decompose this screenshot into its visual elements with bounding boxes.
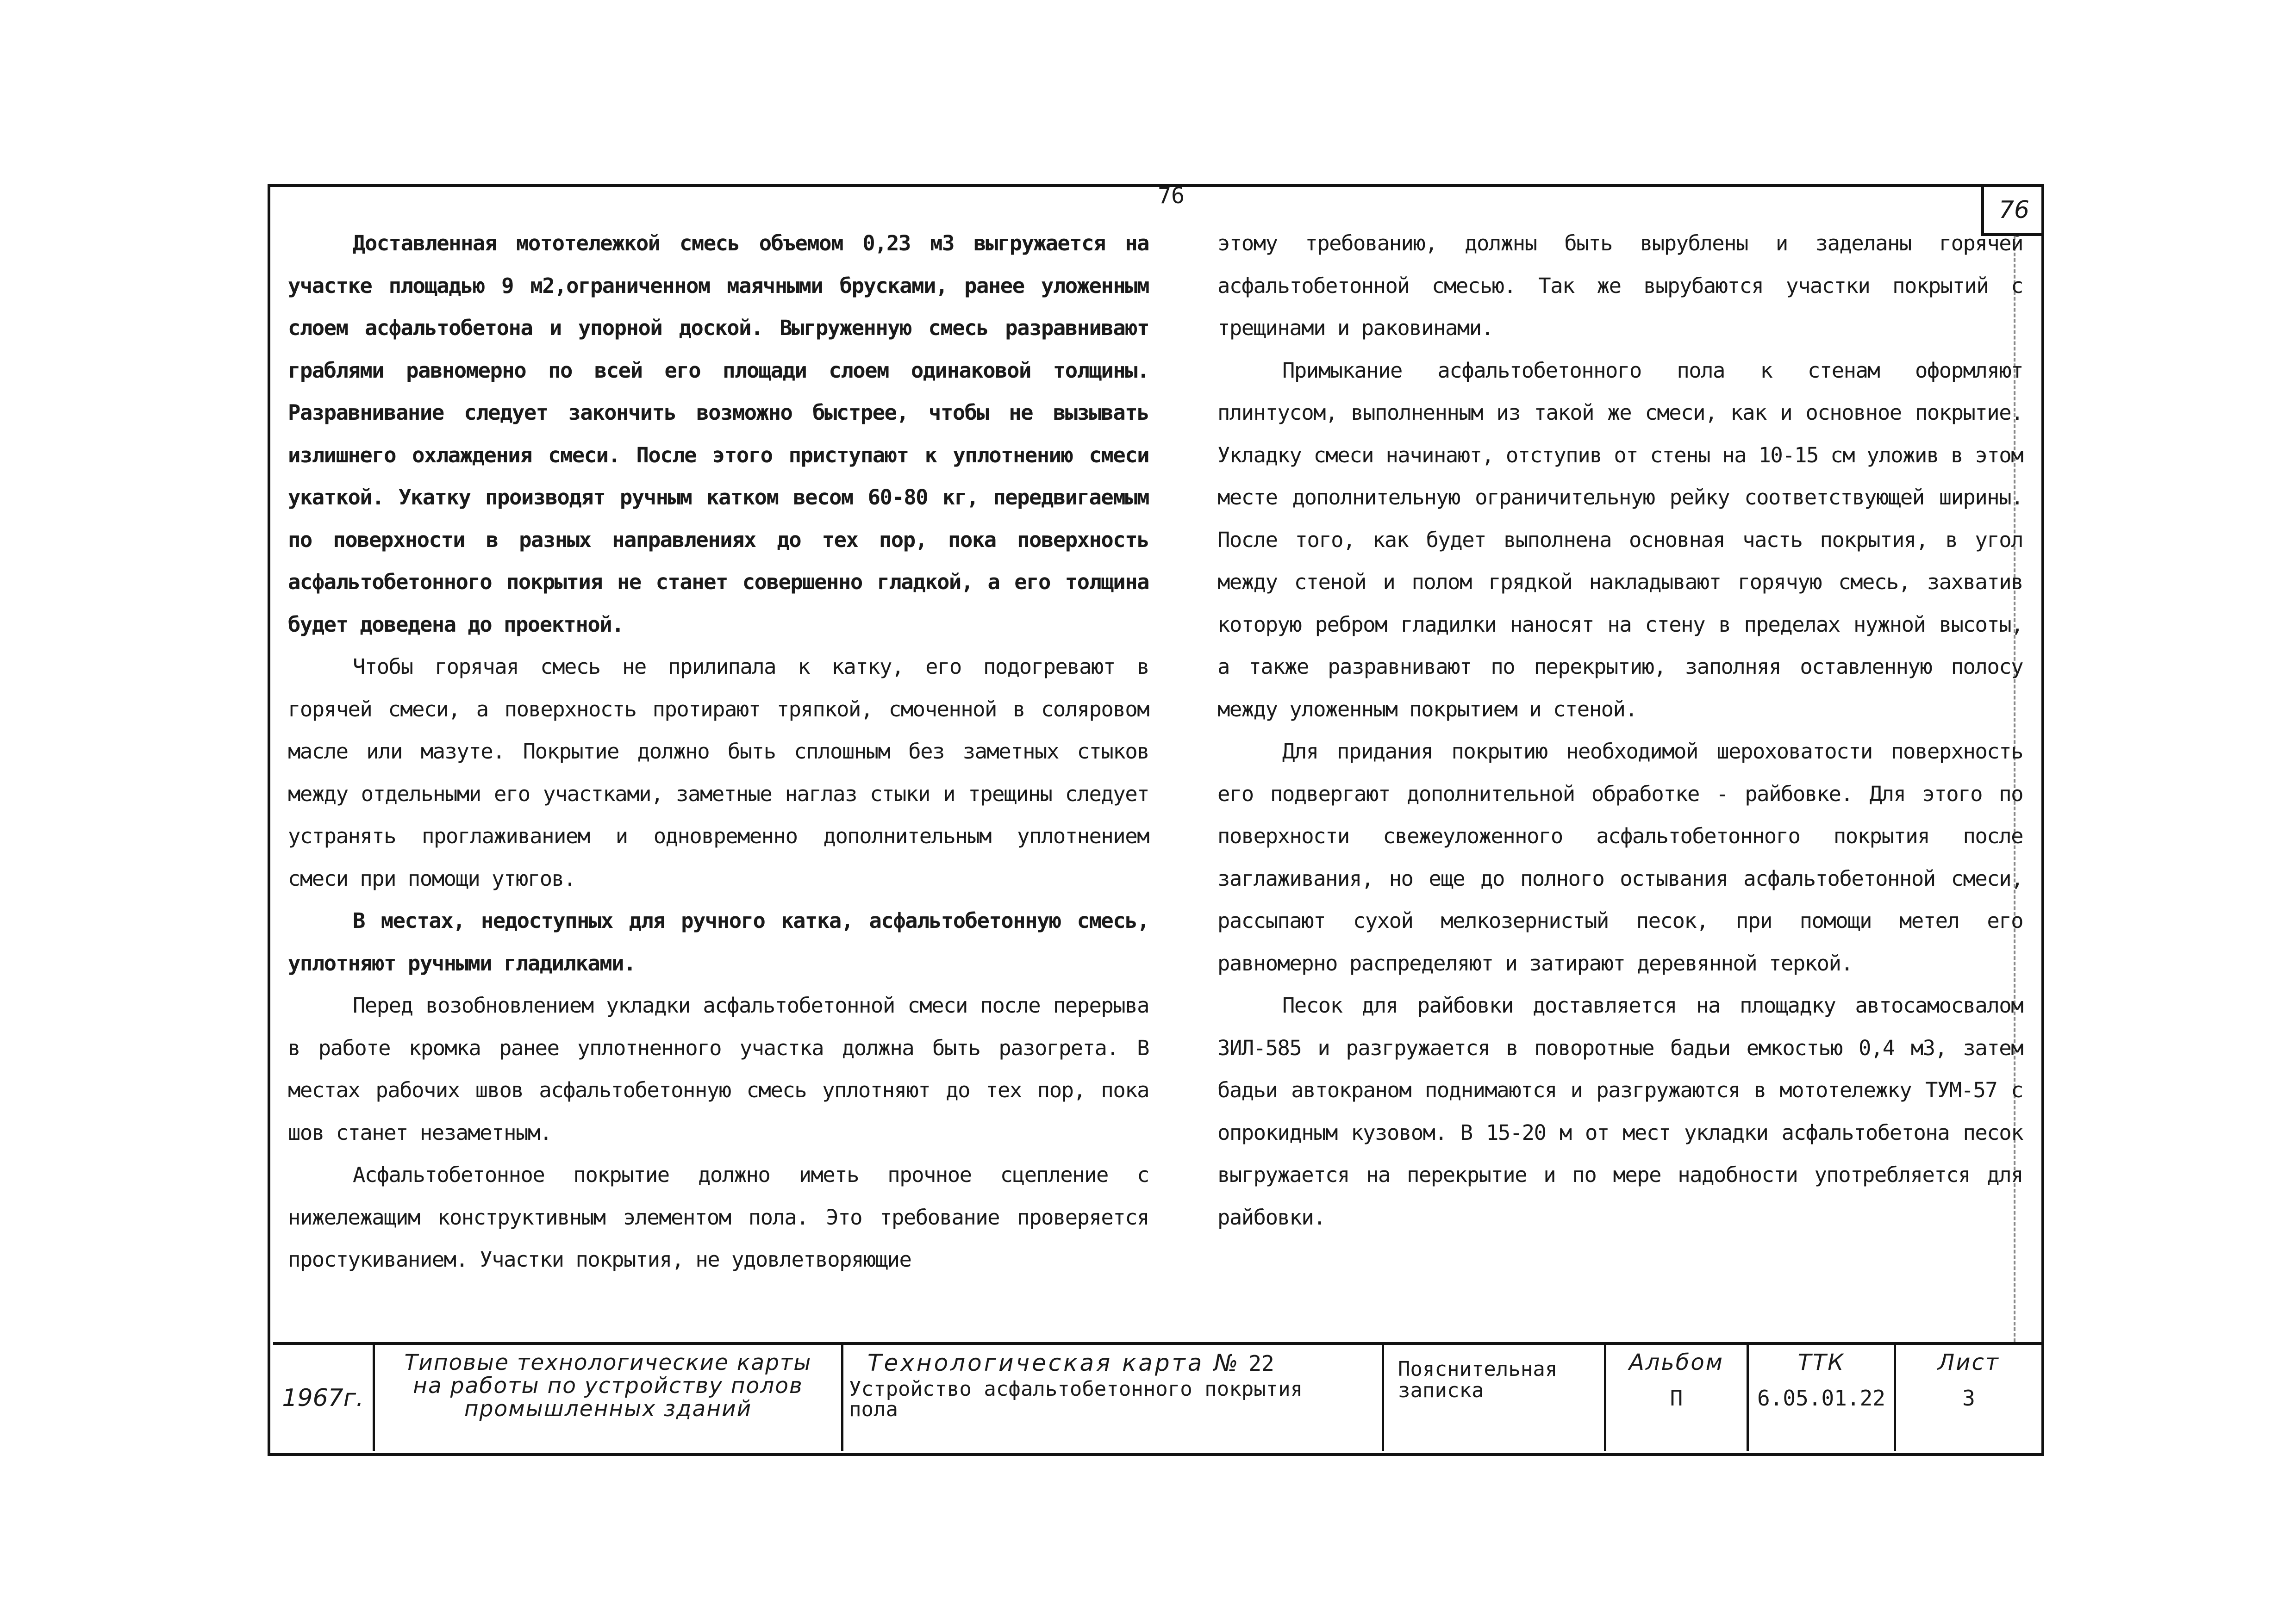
paragraph: этому требованию, должны быть вырублены и заделаны горячей асфальтобетонной смесью. Так же вырубаются участки покрытий с трещинами и раковинами. (1217, 231, 2023, 340)
card-label: Технологическая карта № (867, 1349, 1241, 1376)
paragraph: Доставленная мототележкой смесь объемом 0,23 м3 выгружается на участке площадью 9 м2,ограниченном маячными брусками, ранее уложенным слоем асфальтобетона и упорной доской. Выгруженную смесь разравнивают граблями равномерно по всей его площади слоем одинаковой толщины. Разравнивание следует закончить возможно быстрее, чтобы не вызывать излишнего охлаждения смеси. После этого приступают к уплотнению смеси укаткой. Укатку производят ручным катком весом 60-80 кг, передвигаемым по поверхности в разных направлениях до тех пор, пока поверхность асфальтобетонного покрытия не станет совершенно гладкой, а его толщина будет доведена до проектной. (288, 231, 1149, 637)
year-cell (273, 1345, 375, 1451)
title-block (273, 1342, 2041, 1451)
card-title-line: пола (849, 1398, 898, 1421)
paragraph: Примыкание асфальтобетонного пола к стенам оформляют плинтусом, выполненным из такой же смеси, как и основное покрытие. Укладку смеси начинают, отступив от стены на 10-15 см уложив в этом месте дополнительную ограничительную рейку соответствующей ширины. После того, как будет выполнена основная часть покрытия, в угол между стеной и полом грядкой накладывают горячую смесь, захватив которую ребром гладилки наносят на стену в пределах нужной высоты, а также разравнивают по перекрытию, заполняя оставленную полосу между уложенным покрытием и стеной. (1217, 358, 2023, 721)
paragraph: Песок для райбовки доставляется на площадку автосамосвалом ЗИЛ-585 и разгружается в поворотные бадьи емкостью 0,4 м3, затем бадьи автокраном поднимаются и разгружаются в мототележку ТУМ-57 с опрокидным кузовом. В 15-20 м от мест укладки асфальтобетона песок выгружается на перекрытие и по мере надобности употребляется для райбовки. (1217, 993, 2023, 1230)
card-title (849, 1379, 1376, 1420)
card-cell (843, 1345, 1384, 1451)
series-line: на работы по устройству полов (413, 1373, 803, 1399)
note-cell (1384, 1345, 1606, 1451)
paragraph: Асфальтобетонное покрытие должно иметь прочное сцепление с нижележащим конструктивным элементом пола. Это требование проверяется простукиванием. Участки покрытия, не удовлетворяющие (288, 1163, 1149, 1272)
album-value: П (1670, 1386, 1683, 1411)
album-label: Альбом (1629, 1349, 1724, 1375)
paragraph: В местах, недоступных для ручного катка, асфальтобетонную смесь, уплотняют ручными гладилками. (288, 908, 1149, 976)
paragraph: Перед возобновлением укладки асфальтобетонной смеси после перерыва в работе кромка ранее уплотненного участка должна быть разогрета. В местах рабочих швов асфальтобетонную смесь уплотняют до тех пор, пока шов станет незаметным. (288, 993, 1149, 1145)
ttk-cell (1749, 1345, 1896, 1451)
card-number: 22 (1248, 1351, 1274, 1376)
right-text-column (1217, 222, 2023, 1238)
paragraph: Для придания покрытию необходимой шероховатости поверхность его подвергают дополнительной обработке - райбовке. Для этого по поверхности свежеуложенного асфальтобетонного покрытия после заглаживания, но еще до полного остывания асфальтобетонной смеси, рассыпают сухой мелкозернистый песок, при помощи метел его равномерно распределяют и затирают деревянной теркой. (1217, 739, 2023, 976)
album-cell (1606, 1345, 1749, 1451)
note-line: Пояснительная (1398, 1357, 1558, 1381)
sheet-label: Лист (1938, 1349, 2000, 1375)
sheet-value: 3 (1962, 1386, 1975, 1411)
card-header (849, 1349, 1376, 1376)
series-line: Типовые технологические карты (404, 1350, 812, 1375)
left-text-column (288, 222, 1149, 1281)
year: 1967г. (282, 1384, 364, 1412)
card-title-line: Устройство асфальтобетонного покрытия (849, 1377, 1303, 1401)
ttk-label: ТТК (1797, 1349, 1845, 1375)
sheet-cell (1896, 1345, 2041, 1451)
series-line: промышленных зданий (464, 1396, 752, 1422)
note-line: записка (1398, 1379, 1484, 1402)
paragraph: Чтобы горячая смесь не прилипала к катку, его подогревают в горячей смеси, а поверхность протирают тряпкой, смоченной в соляровом масле или мазуте. Покрытие должно быть сплошным без заметных стыков между отдельными его участками, заметные наглаз стыки и трещины следует устранять проглаживанием и одновременно дополнительным уплотнением смеси при помощи утюгов. (288, 654, 1149, 891)
page-number-top: 76 (1158, 183, 1185, 209)
ttk-value: 6.05.01.22 (1757, 1386, 1885, 1411)
series-cell (375, 1345, 843, 1451)
corner-page-number: 76 (1981, 187, 2044, 236)
